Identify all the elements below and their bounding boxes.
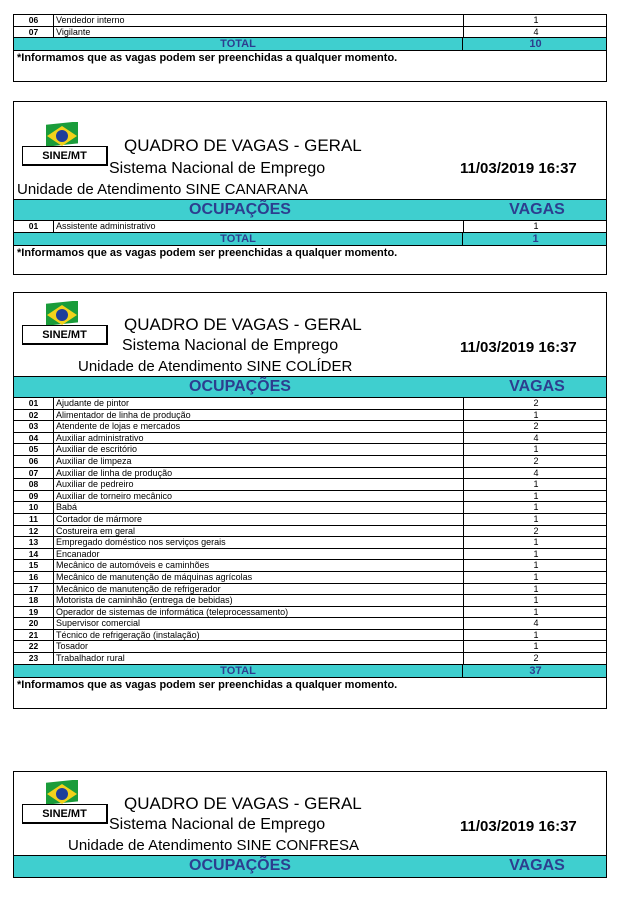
occupation-name: Auxiliar de escritório [56, 444, 138, 455]
page-title: QUADRO DE VAGAS - GERAL [124, 315, 362, 334]
occupation-name: Mecânico de manutenção de máquinas agrícolas [56, 571, 253, 582]
table-row [14, 607, 606, 619]
total-row: TOTAL 1 [14, 233, 606, 246]
block-canarana [13, 101, 607, 275]
vacancy-count: 1 [463, 607, 608, 618]
vacancy-count: 1 [463, 630, 608, 641]
table-row [14, 468, 606, 480]
total-row: TOTAL 10 [14, 38, 606, 51]
column-header: OCUPAÇÕES VAGAS [14, 199, 606, 221]
occupation-name: Empregado doméstico nos serviços gerais [56, 537, 226, 548]
block-confresa [13, 771, 607, 878]
vacancy-count: 2 [463, 398, 608, 409]
row-number: 08 [14, 479, 54, 490]
occupation-name: Auxiliar de torneiro mecânico [56, 490, 173, 501]
occupation-name: Costureira em geral [56, 525, 136, 536]
subtitle: Sistema Nacional de Emprego [122, 337, 339, 354]
vacancy-count: 2 [463, 526, 608, 537]
vacancy-count: 4 [463, 618, 608, 629]
block-header [14, 772, 606, 855]
unit-name: Unidade de Atendimento SINE COLÍDER [78, 358, 353, 375]
table-row [14, 595, 606, 607]
vacancy-count: 1 [463, 502, 608, 513]
vacancy-count: 4 [463, 468, 608, 479]
datetime: 11/03/2019 16:37 [460, 818, 577, 835]
vacancy-count: 2 [463, 456, 608, 467]
vacancy-count: 1 [463, 537, 608, 548]
table-row [14, 514, 606, 526]
vacancy-count: 1 [463, 221, 608, 232]
row-number: 21 [14, 630, 54, 641]
row-number: 19 [14, 607, 54, 618]
total-value: 10 [529, 38, 542, 51]
vacancy-count: 1 [463, 595, 608, 606]
table-row [14, 560, 606, 572]
row-number: 01 [14, 398, 54, 409]
occupation-table [14, 398, 606, 665]
occupation-name: Operador de sistemas de informática (teleprocessamento) [56, 606, 289, 617]
note-text: *Informamos que as vagas podem ser preenchidas a qualquer momento. [17, 52, 398, 65]
occupation-name: Trabalhador rural [56, 653, 125, 664]
occupation-name: Mecânico de automóveis e caminhões [56, 560, 210, 571]
row-number: 07 [14, 468, 54, 479]
vacancy-count: 1 [463, 584, 608, 595]
table-row [14, 491, 606, 503]
vacancy-count: 1 [463, 549, 608, 560]
page-title: QUADRO DE VAGAS - GERAL [124, 794, 362, 813]
subtitle: Sistema Nacional de Emprego [109, 816, 326, 833]
table-row [14, 479, 606, 491]
row-number: 18 [14, 595, 54, 606]
row-number: 07 [14, 27, 54, 38]
table-row [14, 572, 606, 584]
vacancy-count: 1 [463, 444, 608, 455]
table-row [14, 630, 606, 642]
row-number: 13 [14, 537, 54, 548]
row-number: 05 [14, 444, 54, 455]
table-row [14, 433, 606, 445]
occupation-table [14, 221, 606, 233]
subtitle: Sistema Nacional de Emprego [109, 160, 326, 177]
vacancy-count: 2 [463, 653, 608, 664]
occupation-table [14, 15, 606, 38]
vacancy-count: 2 [463, 421, 608, 432]
datetime: 11/03/2019 16:37 [460, 339, 577, 356]
table-row [14, 641, 606, 653]
occupation-name: Ajudante de pintor [56, 398, 130, 408]
row-number: 14 [14, 549, 54, 560]
occupation-name: Assistente administrativo [56, 221, 156, 231]
block-header [14, 102, 606, 199]
total-row: TOTAL 37 [14, 665, 606, 678]
row-number: 09 [14, 491, 54, 502]
block-header [14, 293, 606, 376]
occupation-name: Alimentador de linha de produção [56, 409, 191, 420]
vacancy-count: 1 [463, 560, 608, 571]
occupation-name: Auxiliar de pedreiro [56, 479, 134, 490]
vacancy-count: 1 [463, 479, 608, 490]
row-number: 17 [14, 584, 54, 595]
vacancy-count: 4 [463, 27, 608, 38]
table-row [14, 618, 606, 630]
table-row [14, 398, 606, 410]
occupation-name: Cortador de mármore [56, 513, 143, 524]
block-continuation [13, 14, 607, 82]
note-text: *Informamos que as vagas podem ser preenchidas a qualquer momento. [17, 246, 398, 259]
table-row [14, 502, 606, 514]
sine-logo: SINE/MT [22, 122, 108, 170]
row-number: 11 [14, 514, 54, 525]
occupation-name: Auxiliar de limpeza [56, 455, 132, 466]
row-number: 01 [14, 221, 54, 232]
row-number: 22 [14, 641, 54, 652]
sine-logo: SINE/MT [22, 301, 108, 349]
row-number: 16 [14, 572, 54, 583]
total-value: 1 [532, 232, 539, 245]
column-header: OCUPAÇÕES VAGAS [14, 855, 606, 877]
vacancy-count: 1 [463, 491, 608, 502]
row-number: 06 [14, 15, 54, 26]
vacancy-count: 1 [463, 410, 608, 421]
row-number: 15 [14, 560, 54, 571]
datetime: 11/03/2019 16:37 [460, 160, 577, 177]
vacancy-count: 1 [463, 514, 608, 525]
table-row [14, 27, 606, 39]
occupation-name: Vigilante [56, 26, 91, 37]
note-text: *Informamos que as vagas podem ser preenchidas a qualquer momento. [17, 678, 398, 691]
occupation-name: Encanador [56, 548, 100, 559]
vacancy-count: 4 [463, 433, 608, 444]
row-number: 12 [14, 526, 54, 537]
occupation-name: Auxiliar de linha de produção [56, 467, 173, 478]
row-number: 03 [14, 421, 54, 432]
occupation-name: Mecânico de manutenção de refrigerador [56, 583, 221, 594]
occupation-name: Supervisor comercial [56, 618, 141, 629]
block-colider [13, 292, 607, 709]
table-row [14, 15, 606, 27]
table-row [14, 653, 606, 665]
occupation-name: Técnico de refrigeração (instalação) [56, 629, 200, 640]
column-header: OCUPAÇÕES VAGAS [14, 376, 606, 398]
table-row [14, 584, 606, 596]
table-row [14, 421, 606, 433]
occupation-name: Vendedor interno [56, 15, 125, 25]
table-row [14, 444, 606, 456]
table-row [14, 456, 606, 468]
vacancy-count: 1 [463, 641, 608, 652]
table-row [14, 410, 606, 422]
row-number: 02 [14, 410, 54, 421]
table-row [14, 526, 606, 538]
table-row [14, 549, 606, 561]
occupation-name: Babá [56, 502, 78, 513]
vacancy-count: 1 [463, 572, 608, 583]
row-number: 20 [14, 618, 54, 629]
sine-logo: SINE/MT [22, 780, 108, 828]
occupation-name: Auxiliar administrativo [56, 432, 144, 443]
table-row [14, 537, 606, 549]
occupation-name: Motorista de caminhão (entrega de bebidas) [56, 595, 233, 606]
row-number: 04 [14, 433, 54, 444]
occupation-name: Atendente de lojas e mercados [56, 421, 181, 432]
page-title: QUADRO DE VAGAS - GERAL [124, 136, 362, 155]
unit-name: Unidade de Atendimento SINE CANARANA [17, 181, 308, 198]
row-number: 06 [14, 456, 54, 467]
occupation-name: Tosador [56, 641, 89, 652]
vacancy-count: 1 [463, 15, 608, 26]
row-number: 23 [14, 653, 54, 664]
table-row [14, 221, 606, 233]
row-number: 10 [14, 502, 54, 513]
total-value: 37 [529, 664, 542, 677]
unit-name: Unidade de Atendimento SINE CONFRESA [68, 837, 359, 854]
